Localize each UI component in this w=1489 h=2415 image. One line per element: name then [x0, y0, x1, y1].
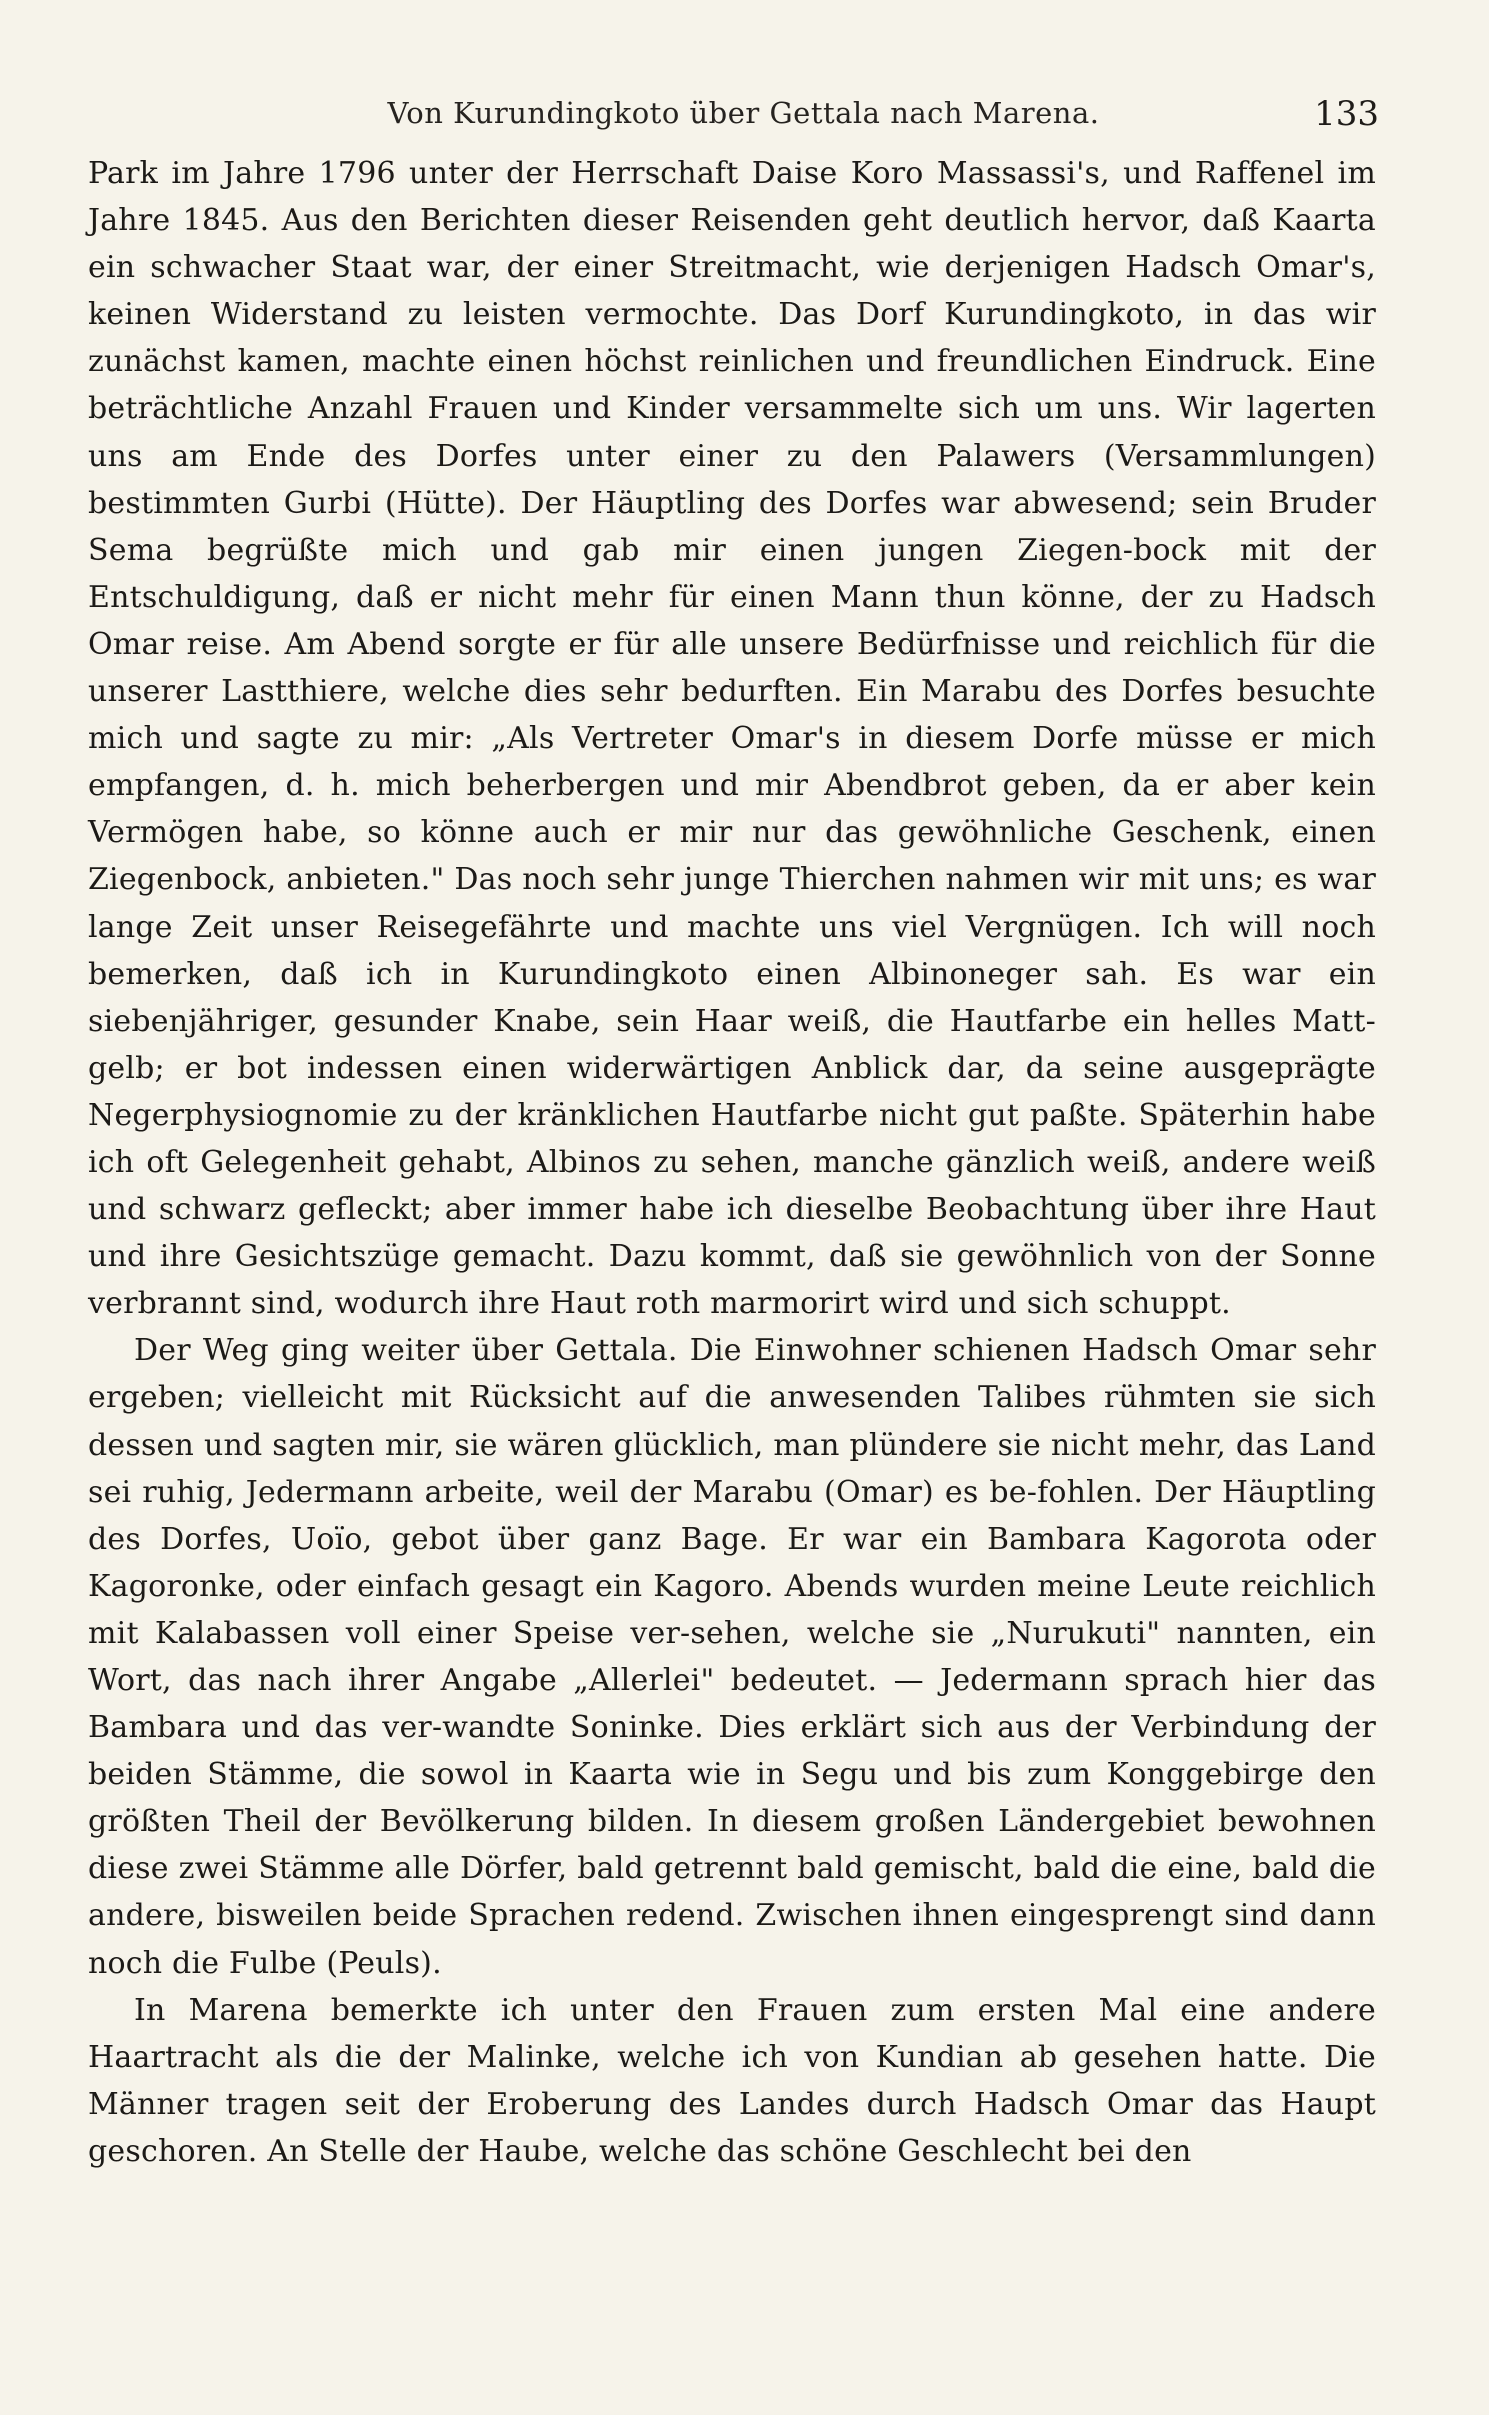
body-text — [88, 150, 1376, 2175]
paragraph-3: In Marena bemerkte ich unter den Frauen zum ersten Mal eine andere Haartracht als die der Malinke, welche ich von Kundian ab gesehen hatte. Die Männer tragen seit der Eroberung des Landes durch Hadsch Omar das Haupt geschoren. An Stelle der Haube, welche das schöne Geschlecht bei den — [88, 1992, 1376, 2169]
paragraph-1: Park im Jahre 1796 unter der Herrschaft Daise Koro Massassi's, und Raffenel im Jahre 1845. Aus den Berichten dieser Reisenden geht deutlich hervor, daß Kaarta ein schwacher Staat war, der einer Streitmacht, wie derjenigen Hadsch Omar's, keinen Widerstand zu leisten vermochte. Das Dorf Kurundingkoto, in das wir zunächst kamen, machte einen höchst reinlichen und freundlichen Eindruck. Eine beträchtliche Anzahl Frauen und Kinder versammelte sich um uns. Wir lagerten uns am Ende des Dorfes unter einer zu den Palawers (Versammlungen) bestimmten Gurbi (Hütte). Der Häuptling des Dorfes war abwesend; sein Bruder Sema begrüßte mich und gab mir einen jungen Ziegen-bock mit der Entschuldigung, daß er nicht mehr für einen Mann thun könne, der zu Hadsch Omar reise. Am Abend sorgte er für alle unsere Bedürfnisse und reichlich für die unserer Lastthiere, welche dies sehr bedurften. Ein Marabu des Dorfes besuchte mich und sagte zu mir: „Als Vertreter Omar's in diesem Dorfe müsse er mich empfangen, d. h. mich beherbergen und mir Abendbrot geben, da er aber kein Vermögen habe, so könne auch er mir nur das gewöhnliche Geschenk, einen Ziegenbock, anbieten." Das noch sehr junge Thierchen nahmen wir mit uns; es war lange Zeit unser Reisegefährte und machte uns viel Vergnügen. Ich will noch bemerken, daß ich in Kurundingkoto einen Albinoneger sah. Es war ein siebenjähriger, gesunder Knabe, sein Haar weiß, die Hautfarbe ein helles Matt-gelb; er bot indessen einen widerwärtigen Anblick dar, da seine ausgeprägte Negerphysiognomie zu der kränklichen Hautfarbe nicht gut paßte. Späterhin habe ich oft Gelegenheit gehabt, Albinos zu sehen, manche gänzlich weiß, andere weiß und schwarz gefleckt; aber immer habe ich dieselbe Beobachtung über ihre Haut und ihre Gesichtszüge gemacht. Dazu kommt, daß sie gewöhnlich von der Sonne verbrannt sind, wodurch ihre Haut roth marmorirt wird und sich schuppt. — [88, 156, 1376, 1322]
running-title: Von Kurundingkoto über Gettala nach Marena. — [387, 96, 1100, 130]
page-number: 133 — [1314, 94, 1379, 134]
page-header — [88, 96, 1379, 144]
paragraph-2: Der Weg ging weiter über Gettala. Die Einwohner schienen Hadsch Omar sehr ergeben; vielleicht mit Rücksicht auf die anwesenden Talibes rühmten sie sich dessen und sagten mir, sie wären glücklich, man plündere sie nicht mehr, das Land sei ruhig, Jedermann arbeite, weil der Marabu (Omar) es be-fohlen. Der Häuptling des Dorfes, Uoïo, gebot über ganz Bage. Er war ein Bambara Kagorota oder Kagoronke, oder einfach gesagt ein Kagoro. Abends wurden meine Leute reichlich mit Kalabassen voll einer Speise ver-sehen, welche sie „Nurukuti" nannten, ein Wort, das nach ihrer Angabe „Allerlei" bedeutet. — Jedermann sprach hier das Bambara und das ver-wandte Soninke. Dies erklärt sich aus der Verbindung der beiden Stämme, die sowol in Kaarta wie in Segu und bis zum Konggebirge den größten Theil der Bevölkerung bilden. In diesem großen Ländergebiet bewohnen diese zwei Stämme alle Dörfer, bald getrennt bald gemischt, bald die eine, bald die andere, bisweilen beide Sprachen redend. Zwischen ihnen eingesprengt sind dann noch die Fulbe (Peuls). — [88, 1333, 1376, 1981]
